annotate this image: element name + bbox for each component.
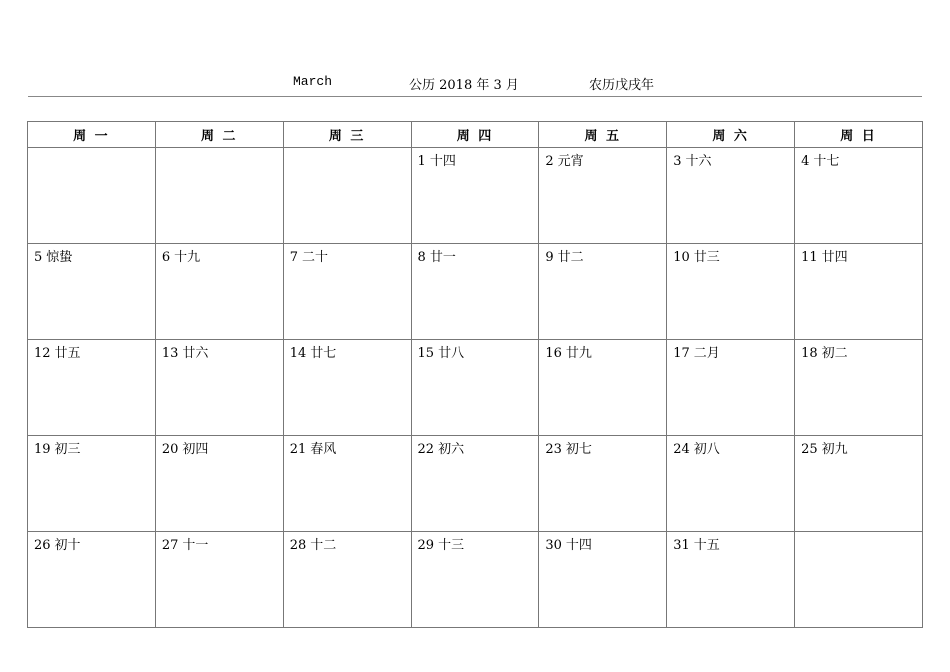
lunar-day: 十五 — [693, 538, 720, 553]
solar-date-label: 公历 2018 年 3 月 — [409, 78, 519, 93]
day-label — [795, 532, 922, 549]
day-number: 14 — [289, 346, 307, 361]
lunar-day: 初四 — [182, 442, 209, 457]
day-cell — [28, 340, 156, 436]
weekday-header-row — [28, 122, 923, 148]
day-cell — [283, 532, 411, 628]
lunar-day: 春风 — [310, 442, 337, 457]
weekday-header: 周 三 — [283, 122, 411, 148]
day-cell — [283, 148, 411, 244]
day-label — [539, 244, 666, 265]
day-number: 15 — [417, 346, 435, 361]
day-number: 2 — [545, 154, 554, 169]
day-cell — [667, 340, 795, 436]
day-label — [667, 244, 794, 265]
lunar-day: 初十 — [54, 538, 81, 553]
day-label — [412, 340, 539, 361]
day-label — [539, 532, 666, 553]
day-cell — [28, 532, 156, 628]
day-number: 21 — [289, 442, 307, 457]
day-number: 30 — [545, 538, 562, 553]
day-cell — [411, 532, 539, 628]
day-label — [156, 244, 283, 265]
day-cell — [28, 244, 156, 340]
day-number: 10 — [673, 250, 690, 265]
day-label — [795, 244, 922, 265]
day-label — [412, 532, 539, 553]
day-cell — [283, 436, 411, 532]
lunar-day: 十二 — [310, 538, 337, 553]
lunar-day: 初六 — [438, 442, 465, 457]
lunar-day: 初三 — [54, 442, 81, 457]
day-label — [284, 340, 411, 361]
day-cell — [155, 436, 283, 532]
lunar-day: 廿三 — [693, 250, 720, 265]
weekday-header: 周 四 — [411, 122, 539, 148]
day-label — [667, 340, 794, 361]
day-cell — [411, 436, 539, 532]
week-row — [28, 148, 923, 244]
weekday-header: 周 六 — [667, 122, 795, 148]
day-label — [795, 148, 922, 169]
month-english-label: March — [293, 74, 333, 89]
lunar-day: 廿四 — [821, 250, 848, 265]
day-label — [539, 340, 666, 361]
day-label — [156, 148, 283, 165]
day-label — [667, 532, 794, 553]
day-label — [284, 244, 411, 265]
day-cell — [667, 532, 795, 628]
lunar-day: 廿五 — [54, 346, 81, 361]
day-cell — [539, 148, 667, 244]
day-cell — [539, 436, 667, 532]
day-label — [412, 244, 539, 265]
day-number: 16 — [545, 346, 562, 361]
day-number: 5 — [34, 250, 43, 265]
day-label — [28, 340, 155, 361]
weekday-header: 周 五 — [539, 122, 667, 148]
weekday-header: 周 日 — [795, 122, 923, 148]
lunar-day: 十九 — [174, 250, 201, 265]
day-number: 3 — [673, 154, 682, 169]
day-number: 7 — [289, 250, 298, 265]
day-number: 13 — [161, 346, 179, 361]
day-number: 1 — [417, 154, 426, 169]
header-divider — [28, 96, 922, 97]
lunar-day: 二月 — [693, 346, 720, 361]
day-label — [539, 436, 666, 457]
day-number: 22 — [417, 442, 435, 457]
lunar-day: 十四 — [429, 154, 456, 169]
day-number: 6 — [161, 250, 171, 265]
day-number: 9 — [545, 250, 554, 265]
day-cell — [155, 148, 283, 244]
lunar-day: 十一 — [182, 538, 209, 553]
day-number: 12 — [34, 346, 51, 361]
lunar-day: 廿二 — [557, 250, 584, 265]
day-number: 26 — [34, 538, 51, 553]
day-number: 31 — [673, 538, 690, 553]
lunar-year-label: 农历戊戌年 — [589, 78, 655, 93]
lunar-day: 初二 — [821, 346, 848, 361]
day-number: 8 — [417, 250, 426, 265]
day-cell — [795, 436, 923, 532]
week-row — [28, 532, 923, 628]
week-row — [28, 436, 923, 532]
lunar-day: 廿七 — [310, 346, 337, 361]
day-number: 24 — [673, 442, 690, 457]
day-number: 17 — [673, 346, 690, 361]
lunar-day: 二十 — [301, 250, 328, 265]
day-cell — [411, 244, 539, 340]
day-number: 25 — [801, 442, 818, 457]
day-label — [156, 340, 283, 361]
day-cell — [795, 532, 923, 628]
day-cell — [667, 244, 795, 340]
day-cell — [155, 340, 283, 436]
day-label — [156, 532, 283, 553]
lunar-day: 十七 — [813, 154, 840, 169]
day-cell — [795, 244, 923, 340]
lunar-day: 廿八 — [438, 346, 465, 361]
day-label — [667, 148, 794, 169]
day-label — [28, 244, 155, 265]
day-cell — [795, 148, 923, 244]
lunar-day: 廿一 — [429, 250, 456, 265]
lunar-day: 廿九 — [565, 346, 592, 361]
day-cell — [28, 436, 156, 532]
day-label — [284, 532, 411, 553]
day-label — [412, 436, 539, 457]
day-number: 19 — [34, 442, 51, 457]
day-label — [667, 436, 794, 457]
day-label — [28, 148, 155, 165]
day-cell — [539, 244, 667, 340]
day-cell — [155, 244, 283, 340]
day-label — [795, 340, 922, 361]
day-number: 27 — [161, 538, 179, 553]
day-number: 20 — [161, 442, 179, 457]
lunar-day: 廿六 — [182, 346, 209, 361]
day-cell — [667, 148, 795, 244]
day-label — [795, 436, 922, 457]
lunar-day: 十三 — [438, 538, 465, 553]
day-cell — [411, 340, 539, 436]
day-label — [156, 436, 283, 457]
day-label — [28, 436, 155, 457]
day-label — [412, 148, 539, 169]
day-cell — [411, 148, 539, 244]
day-label — [284, 148, 411, 165]
weekday-header: 周 二 — [155, 122, 283, 148]
day-label — [28, 532, 155, 553]
day-label — [284, 436, 411, 457]
day-number: 18 — [801, 346, 818, 361]
day-label — [539, 148, 666, 169]
day-number: 23 — [545, 442, 562, 457]
lunar-day: 初九 — [821, 442, 848, 457]
day-cell — [795, 340, 923, 436]
lunar-day: 初七 — [565, 442, 592, 457]
week-row — [28, 244, 923, 340]
lunar-day: 初八 — [693, 442, 720, 457]
lunar-day: 惊蛰 — [46, 250, 73, 265]
lunar-day: 元宵 — [557, 154, 584, 169]
day-cell — [539, 340, 667, 436]
calendar-grid — [27, 121, 923, 628]
day-cell — [28, 148, 156, 244]
day-cell — [283, 340, 411, 436]
lunar-day: 十六 — [685, 154, 712, 169]
week-row — [28, 340, 923, 436]
day-number: 28 — [289, 538, 307, 553]
lunar-day: 十四 — [565, 538, 592, 553]
weekday-header: 周 一 — [28, 122, 156, 148]
day-number: 29 — [417, 538, 435, 553]
day-cell — [539, 532, 667, 628]
day-cell — [155, 532, 283, 628]
day-number: 4 — [801, 154, 810, 169]
day-number: 11 — [801, 250, 818, 265]
day-cell — [283, 244, 411, 340]
day-cell — [667, 436, 795, 532]
